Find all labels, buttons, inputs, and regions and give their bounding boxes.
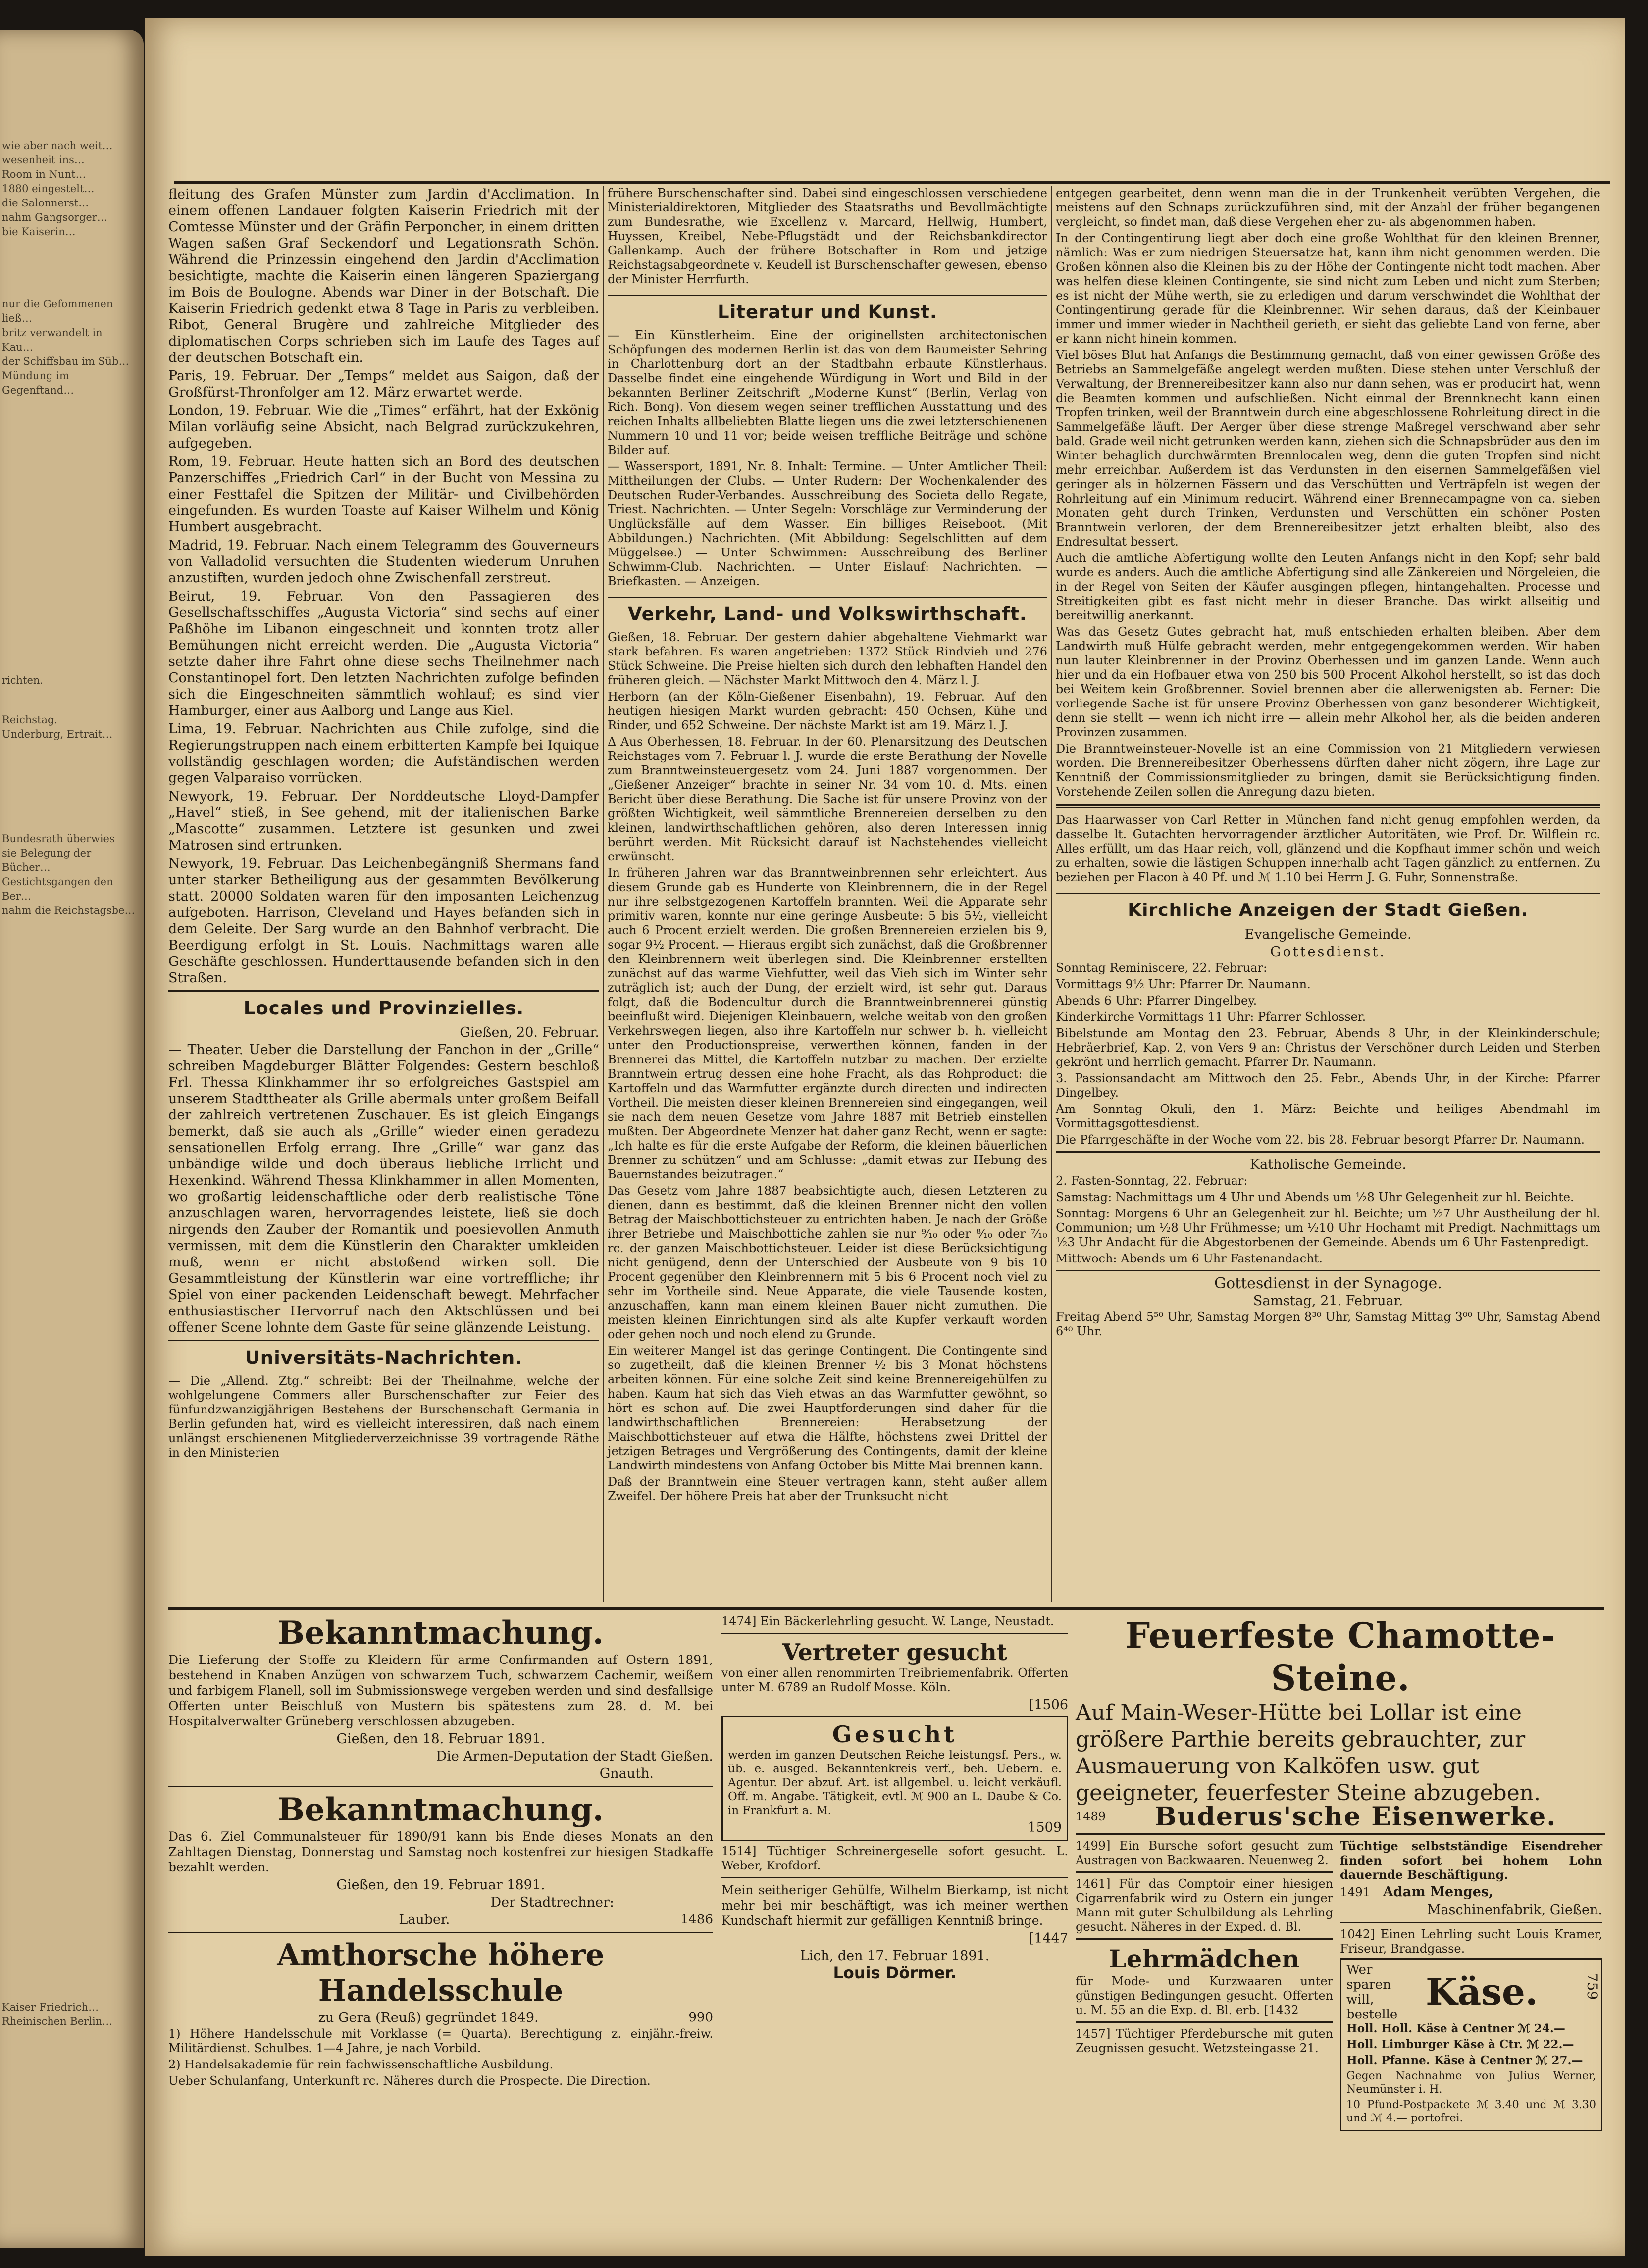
article-text: In früheren Jahren war das Branntweinbrennen sehr erleichtert. Aus diesem Grunde gab es Hunderte von Kleinbrennern, die in der Regel nur ihre selbstgezogenen Kartoffeln brannten. Weil die Apparate sehr primitiv waren, konnte nur eine geringe Ausbeute: 5 bis 5½, vielleicht auch 6 Procent erzielt werden. Die großen Brennereien erzielen bis 9, sogar 9½ Procent. — Hieraus ergibt sich zunächst, daß die Großbrenner den Kleinbrennern weit überlegen sind. Die Kleinbrenner erstellten zunächst auf das warme Viehfutter, weil das Vieh sich im Winter sehr zuträglich ist; auch der Dung, der erzielt wird, ist sehr gut. Daraus folgt, daß die Bodencultur durch die Branntweinbrennerei günstig beeinflußt wird. Diejenigen Kleinbauern, welche weitab von den großen Verkehrswegen liegen, also ihre Kartoffeln nur schwer b. h. vielleicht unter den Productionspreise, verwerthen können, fanden in der Brennerei das Mittel, die Kartoffeln nutzbar zu machen. Der erzielte Branntwein ertrug dessen eine hohe Fracht, als das Rohproduct: die Kartoffeln und das Warmfutter ergänzte durch directen und indirecten Vortheil. Die meisten dieser kleinen Brennereien sind eingegangen, weil sie nach dem neuen Gesetze vom Jahre 1887 mit Betrieb einstellen mußten. Der Abgeordnete Menzer hat daher ganz Recht, wenn er sagte: „Ich halte es für die erste Aufgabe der Reform, die kleinen bäuerlichen Brenner zu schützen“ und am Schlusse: „damit etwas zur Hebung des Bauernstandes beizutragen.“ bbox=[608, 866, 1047, 1181]
kaese-item: Holl. Holl. Käse à Centner ℳ 24.— bbox=[1346, 2022, 1565, 2035]
left-page-fragment: richten. bbox=[2, 674, 44, 686]
ad-signature: Gnauth. bbox=[599, 1766, 654, 1781]
ad-number: 1509 bbox=[1028, 1820, 1062, 1835]
service-line: 2. Fasten-Sonntag, 22. Februar: bbox=[1056, 1174, 1248, 1188]
kaese-item: Holl. Limburger Käse à Ctr. ℳ 22.— bbox=[1346, 2038, 1574, 2051]
section-rule bbox=[168, 1340, 599, 1341]
subheading: Gottesdienst in der Synagoge. bbox=[1214, 1275, 1442, 1292]
article-text: In der Contingentirung liegt aber doch eine große Wohlthat für den kleinen Brenner, nämlich: Was er zum niedrigen Steuersatze hat, kann ihm nicht genommen werden. Die Großen können also die Kleinen bis zu der Höhe der Contingente nicht todt machen. Aber was helfen diese kleinen Contingente, sie sind nicht zum Leben und nicht zum Sterben; es ist nicht der Mühe werth, sie zu erledigen und darum verschwindet die Wohlthat der Contingentirung gerade für die Kleinbrenner. Wir sehen daraus, daß der Kleinbauer immer und immer wieder in Nachtheil gerieth, er sieht das geliebte Land von ferne, aber er kann nicht hinein kommen. bbox=[1056, 231, 1600, 346]
ad-signature bbox=[168, 1912, 713, 1928]
article-text: Auch die amtliche Abfertigung wollte den Leuten Anfangs nicht in den Kopf; sehr bald wurde es anders. Auch die amtliche Abfertigung sind alle Zänkereien und Nörgeleien, die in der Regel von Seiten der Käufer ausgingen pflegen, hintangehalten. Processe und Streitigkeiten gibt es fast nicht mehr in dieser Branche. Das wirkt allseitig und bereitwillig anerkannt. bbox=[1056, 551, 1600, 622]
ad-text: 1) Höhere Handelsschule mit Vorklasse (= Quarta). Berechtigung z. einjähr.-freiw. Militärdienst. Schulbes. 1—4 Jahre, je nach Vorbild. bbox=[168, 2027, 713, 2055]
ad-date: Gießen, den 19. Februar 1891. bbox=[336, 1877, 545, 1893]
ad-text: 1461] Für das Comptoir einer hiesigen Cigarrenfabrik wird zu Ostern ein junger Mann mit guter Schulbildung als Lehrling gesucht. Näheres in der Exped. d. Bl. bbox=[1076, 1877, 1333, 1934]
article-text: — Die „Allend. Ztg.“ schreibt: Bei der Theilnahme, welche der wohlgelungene Commers aller Burschenschafter zur Feier des fünfundzwanzigjährigen Bestehens der Burschenschaft Germania in Berlin gefunden hat, wird es vielleicht interessiren, daß nach einem unlängst erschienenen Mitgliederverzeichnisse 39 vortragende Räthe in den Ministerien bbox=[168, 1374, 599, 1460]
article-text: Lima, 19. Februar. Nachrichten aus Chile zufolge, sind die Regierungstruppen nach einem erbitterten Kampfe bei Iquique vollständig geschlagen worden; die Aufständischen werden gegen Valparaiso vorrücken. bbox=[168, 721, 599, 786]
ad-rule bbox=[721, 1877, 1068, 1878]
article-text: Das Gesetz vom Jahre 1887 beabsichtigte auch, diesen Letzteren zu dienen, dann es bestimmt, daß die kleinen Brenner nicht den vollen Betrag der Maischbottichsteuer zu entrichten haben. Je nach der Größe ihrer Betriebe und Maischbottiche zahlen sie nur ⁹⁄₁₀ oder ⁸⁄₁₀ oder ⁷⁄₁₀ rc. der ganzen Maischbottichsteuer. Leider ist diese Berücksichtigung nicht genügend, denn der Unterschied der Ausbeute von 9 bis 10 Procent gegenüber den Kleinbrennern mit 5 bis 6 Procent noch viel zu sehr im Vortheile sind. Neue Apparate, die viele Tausende kosten, anzuschaffen, kann man einem kleinen Bauer nicht zumuthen. Die meisten kleinen Einrichtungen sind als alte Kupfer verkauft worden oder gehen noch und noch elend zu Grunde. bbox=[608, 1184, 1047, 1341]
ad-rule bbox=[721, 1633, 1068, 1634]
section-heading: Kirchliche Anzeigen der Stadt Gießen. bbox=[1128, 900, 1529, 920]
column-divider bbox=[1051, 186, 1052, 1602]
article-text: Gießen, 18. Februar. Der gestern dahier abgehaltene Viehmarkt war stark befahren. Es waren angetrieben: 1372 Stück Rindvieh und 276 Stück Schweine. Die Preise hielten sich durch den lebhaften Handel den früheren gleich. — Nächster Markt Mittwoch den 4. März l. J. bbox=[608, 630, 1047, 687]
ad-signature-row bbox=[1076, 1802, 1605, 1832]
article-text: fleitung des Grafen Münster zum Jardin d'Acclimation. In einem offenen Landauer folgten Kaiserin Friedrich mit der Comtesse Münster und der Gräfin Perponcher, in einem dritten Wagen saßen Graf Seckendorf und Legationsrath Schön. Während die Prinzessin eingehend den Jardin d'Acclimation besichtigte, machte die Kaiserin einen längeren Spaziergang im Bois de Boulogne. Abends war Diner in der Botschaft. Die Kaiserin Friedrich gedenkt etwa 8 Tage in Paris zu verbleiben. Ribot, General Brugère und zahlreiche Mitglieder des diplomatischen Corps schrieben sich im Laufe des Tages auf der deutschen Botschaft ein. bbox=[168, 187, 599, 365]
ad-text: 10 Pfund-Postpackete ℳ 3.40 und ℳ 3.30 und ℳ 4.— portofrei. bbox=[1346, 2099, 1596, 2124]
article-text: Madrid, 19. Februar. Nach einem Telegramm des Gouverneurs von Valladolid versuchten die Studenten wiederum Unruhen anzustiften, wurden jedoch ohne Zwischenfall zerstreut. bbox=[168, 538, 599, 586]
ad-rule bbox=[1076, 1938, 1333, 1940]
ad-title: Amthorsche höhere Handelsschule bbox=[277, 1938, 605, 2008]
ad-number: 1491 bbox=[1340, 1885, 1371, 1899]
ad-block-middle bbox=[721, 1614, 1068, 1982]
ad-signature: Adam Menges, bbox=[1383, 1884, 1494, 1900]
ad-signature: Maschinenfabrik, Gießen. bbox=[1427, 1902, 1602, 1917]
ad-subtitle-text: zu Gera (Reuß) gegründet 1849. bbox=[318, 2010, 539, 2025]
top-rule bbox=[174, 181, 1610, 184]
article-text: Rom, 19. Februar. Heute hatten sich an Bord des deutschen Panzerschiffes „Friedrich Carl“ in der Bucht von Messina zu einer Festtafel die Spitzen der Militär- und Civilbehörden eingefunden. Es wurden Toaste auf Kaiser Wilhelm und König Humbert ausgebracht. bbox=[168, 454, 599, 535]
ad-signature-name: Lauber. bbox=[399, 1912, 450, 1927]
kaese-box bbox=[1340, 1958, 1602, 2131]
ad-title: Feuerfeste Chamotte-Steine. bbox=[1125, 1615, 1556, 1699]
ad-text: von einer allen renommirten Treibriemenfabrik. Offerten unter M. 6789 an Rudolf Mosse. Köln. bbox=[721, 1666, 1068, 1694]
section-rule bbox=[608, 594, 1047, 598]
section-rule bbox=[1056, 890, 1600, 894]
ad-signature: Louis Dörmer. bbox=[833, 1964, 957, 1982]
subheading: Gottesdienst. bbox=[1270, 944, 1386, 959]
ad-rule bbox=[1340, 1922, 1602, 1923]
ad-text: für Mode- und Kurzwaaren unter günstigen Bedingungen gesucht. Offerten u. M. 55 an die Exp. d. Bl. erb. [1432 bbox=[1076, 1974, 1333, 2017]
ad-text: Mein seitheriger Gehülfe, Wilhelm Bierkamp, ist nicht mehr bei mir beschäftigt, was ich meiner werthen Kundschaft hiermit zur gefälligen Kenntniß bringe. bbox=[721, 1883, 1068, 1928]
ad-number: 990 bbox=[688, 2010, 713, 2025]
ad-text: Wer sparen will, bestelle bbox=[1346, 1963, 1398, 2022]
kaese-item: Holl. Pfanne. Käse à Centner ℳ 27.— bbox=[1346, 2054, 1583, 2067]
article-text: Was das Gesetz Gutes gebracht hat, muß entschieden erhalten bleiben. Aber dem Landwirth muß Hülfe gebracht werden, mehr entgegengekommen werden. Wir haben nun lauter Kleinbrenner in der Provinz Oberhessen und im ganzen Lande. Wenn auch hier und da ein Hofbauer etwa von 250 bis 500 Procent Alkohol herstellt, so ist das doch bei Weitem kein Großbrenner. Soviel brennen aber die allerwenigsten ab. Ferner: Die vorliegende Sache ist für unsere Provinz Oberhessen von ganz besonderer Wichtigkeit, denn sie stellt — wenn ich nicht irre — allein mehr Alkohol her, als die beiden anderen Provinzen zusammen. bbox=[1056, 625, 1600, 739]
service-line: Kinderkirche Vormittags 11 Uhr: Pfarrer Schlosser. bbox=[1056, 1010, 1366, 1024]
article-text: — Wassersport, 1891, Nr. 8. Inhalt: Termine. — Unter Amtlicher Theil: Mittheilungen der Clubs. — Unter Rudern: Der Wochenkalender des Deutschen Ruder-Verbandes. Ausschreibung des Societa dello Regate, Triest. Nachrichten. — Unter Segeln: Vorschläge zur Verminderung der Unglücksfälle auf dem Wasser. Ein billiges Reiseboot. (Mit Abbildungen.) Nachrichten. (Mit Abbildung: Segelschlitten auf dem Müggelsee.) — Unter Schwimmen: Ausschreibung des Berliner Schwimm-Club. Nachrichten. — Unter Eislauf: Nachrichten. — Briefkasten. — Anzeigen. bbox=[608, 459, 1047, 588]
ad-title: Käse. bbox=[1426, 1971, 1538, 2014]
ad-text: 1514] Tüchtiger Schreinergeselle sofort gesucht. L. Weber, Krofdorf. bbox=[721, 1844, 1068, 1872]
ad-signature: Buderus'sche Eisenwerke. bbox=[1154, 1802, 1557, 1832]
ad-subcolumn bbox=[1340, 1839, 1602, 2131]
section-heading: Locales und Provinzielles. bbox=[243, 998, 524, 1019]
article-text: London, 19. Februar. Wie die „Times“ erfährt, hat der Exkönig Milan vorläufig seine Absicht, nach Belgrad zurückzukehren, aufgegeben. bbox=[168, 403, 599, 451]
column-1 bbox=[168, 186, 599, 1462]
ad-number: 1486 bbox=[680, 1912, 713, 1927]
ad-text: 1474] Ein Bäckerlehrling gesucht. W. Lange, Neustadt. bbox=[721, 1614, 1054, 1628]
ad-title: Lehrmädchen bbox=[1109, 1944, 1300, 1973]
ads-rule bbox=[168, 1607, 1604, 1610]
service-line: Samstag, 21. Februar. bbox=[1253, 1293, 1403, 1309]
article-text: Daß der Branntwein eine Steuer vertragen kann, steht außer allem Zweifel. Der höhere Preis hat aber der Trunksucht nicht bbox=[608, 1475, 1047, 1503]
ad-text: 2) Handelsakademie für rein fachwissenschaftliche Ausbildung. bbox=[168, 2058, 554, 2071]
ad-text: Ueber Schulanfang, Unterkunft rc. Näheres durch die Prospecte. Die Direction. bbox=[168, 2074, 651, 2088]
ad-subtitle bbox=[168, 2010, 713, 2026]
ad-number: 1489 bbox=[1076, 1810, 1106, 1823]
ad-date: Lich, den 17. Februar 1891. bbox=[800, 1948, 990, 1964]
article-text: — Ein Künstlerheim. Eine der originellsten architectonischen Schöpfungen des modernen Berlin ist das von dem Baumeister Sehring in Charlottenburg dort an der Stadtbahn erbaute Künstlerhaus. Dasselbe findet eine eingehende Würdigung in Wort und Bild in der bekannten Berliner Zeitschrift „Moderne Kunst“ (Berlin, Verlag von Rich. Bong). Von diesem wegen seiner trefflichen Ausstattung und des reichen Inhalts allbeliebten Blatte liegen uns die zwei letzterschienenen Nummern 10 und 11 vor; beide weisen treffliche Beiträge und schöne Bilder auf. bbox=[608, 328, 1047, 457]
service-line: Abends 6 Uhr: Pfarrer Dingelbey. bbox=[1056, 994, 1257, 1008]
section-heading: Universitäts-Nachrichten. bbox=[245, 1347, 523, 1368]
ad-text: 1499] Ein Bursche sofort gesucht zum Austragen von Backwaaren. Neuenweg 2. bbox=[1076, 1839, 1333, 1867]
page-number: 759 bbox=[1584, 1973, 1600, 2000]
ad-rule bbox=[1076, 1833, 1605, 1835]
ad-block-left bbox=[168, 1614, 713, 2090]
ad-date: Gießen, den 18. Februar 1891. bbox=[336, 1731, 545, 1747]
section-rule bbox=[1056, 804, 1600, 808]
ad-title: Gesucht bbox=[832, 1721, 958, 1748]
column-divider bbox=[603, 186, 604, 1602]
column-2 bbox=[608, 186, 1047, 1506]
article-text: Paris, 19. Februar. Der „Temps“ meldet aus Saigon, daß der Großfürst-Thronfolger am 12. März erwartet werde. bbox=[168, 368, 599, 400]
article-text: Δ Aus Oberhessen, 18. Februar. In der 60. Plenarsitzung des Deutschen Reichstages vom 7. Februar l. J. wurde die erste Berathung der Novelle zum Branntweinsteuergesetz vom 24. Juni 1887 vorgenommen. Der „Gießener Anzeiger“ brachte in seiner Nr. 34 vom 10. d. Mts. einen Bericht über diese Berathung. Die Sache ist für unsere Provinz von der größten Wichtigkeit, weil sämmtliche Brennereien derselben zu den kleinen, landwirthschaftlichen gehören, also deren Interessen innig berührt werden. Mit Rücksicht darauf ist Nachstehendes vielleicht erwünscht. bbox=[608, 735, 1047, 863]
ad-rule bbox=[168, 1932, 713, 1933]
ad-title: Vertreter gesucht bbox=[782, 1639, 1007, 1665]
ad-text: werden im ganzen Deutschen Reiche leistungsf. Pers., w. üb. e. ausged. Bekanntenkreis verf., beh. Uebern. e. Agentur. Der abzuf. Art. ist allgembel. u. leicht verkäufl. Off. m. Angabe. Tätigkeit, evtl. ℳ 900 an L. Daube & Co. in Frankfurt a. M. bbox=[728, 1749, 1062, 1817]
ad-block-right bbox=[1076, 1614, 1605, 2131]
left-page-fragment: Bundesrath überwies sie Belegung der Bücher… Gestichtsgangen den Ber… nahm die Reichstagsbe… bbox=[2, 833, 135, 916]
article-text: frühere Burschenschafter sind. Dabei sind eingeschlossen verschiedene Ministerialdirektoren, Mitglieder des Staatsraths und Bevollmächtigte zum Bundesrathe, wie Excellenz v. Marcard, Hellwig, Humbert, Huyssen, Kreibel, Nebe-Pflugstädt und der Reichsbankdirector Gallenkamp. Auch der frühere Botschafter in Rom und jetzige Reichstagsabgeordnete v. Keudell ist Burschenschafter gewesen, ebenso der Minister Herrfurth. bbox=[608, 186, 1047, 286]
left-page-fragment: Reichstag. Underburg, Ertrait… bbox=[2, 714, 113, 740]
article-text: Herborn (an der Köln-Gießener Eisenbahn), 19. Februar. Auf den heutigen hiesigen Markt wurden gebracht: 450 Ochsen, Kühe und Rinder, und 652 Schweine. Der nächste Markt ist am 19. März l. J. bbox=[608, 690, 1047, 732]
service-line: Samstag: Nachmittags um 4 Uhr und Abends um ½8 Uhr Gelegenheit zur hl. Beichte. bbox=[1056, 1190, 1574, 1204]
service-line: Sonntag Reminiscere, 22. Februar: bbox=[1056, 961, 1267, 975]
ad-text: Die Lieferung der Stoffe zu Kleidern für arme Confirmanden auf Ostern 1891, bestehend in Knaben Anzügen von schwarzem Tuch, schwarzem Cachemir, weißem und farbigem Flanell, soll im Submissionswege vergeben werden und sind desfallsige Offerten unter Beischluß von Mustern bis spätestens zum 28. d. M. bei Hospitalverwalter Grüneberg verschlossen abzugeben. bbox=[168, 1653, 713, 1728]
ad-subcolumn bbox=[1076, 1839, 1333, 2131]
service-line: Freitag Abend 5⁵⁰ Uhr, Samstag Morgen 8³⁰ Uhr, Samstag Mittag 3⁰⁰ Uhr, Samstag Abend 6⁴⁰ Uhr. bbox=[1056, 1310, 1600, 1338]
article-text: Newyork, 19. Februar. Der Norddeutsche Lloyd-Dampfer „Havel“ stieß, in See gehend, mit der italienischen Barke „Mascotte“ zusammen. Letztere ist gesunken und zwei Matrosen sind ertrunken. bbox=[168, 789, 599, 853]
service-line: Sonntag: Morgens 6 Uhr an Gelegenheit zur hl. Beichte; um ½7 Uhr Austheilung der hl. Communion; um ½8 Uhr Frühmesse; um ½10 Uhr Hochamt mit Predigt. Nachmittags um ½3 Uhr Andacht für die Abgestorbenen der Gemeinde. Abends um 6 Uhr Fastenpredigt. bbox=[1056, 1207, 1600, 1249]
ad-rule bbox=[1076, 1871, 1333, 1873]
article-text: Newyork, 19. Februar. Das Leichenbegängniß Shermans fand unter starker Betheiligung aus der gesammten Bevölkerung statt. 20000 Soldaten waren für den imposanten Leichenzug aufgeboten. Harrison, Cleveland und Hayes befanden sich in dem Geleite. Der Sarg wurde an den Bahnhof verbracht. Die Beerdigung erfolgt in St. Louis. Nachmittags waren alle Geschäfte geschlossen. Hunderttausende befanden sich in den Straßen. bbox=[168, 856, 599, 986]
kaese-header bbox=[1346, 1963, 1596, 2022]
left-page-fragment: Kaiser Friedrich… Rheinischen Berlin… bbox=[2, 2001, 113, 2027]
ad-number: [1447 bbox=[1029, 1931, 1068, 1946]
section-rule bbox=[608, 292, 1047, 296]
article-text: entgegen gearbeitet, denn wenn man die in der Trunkenheit verübten Vergehen, die meistens auf den Schnaps zurückzuführen sind, mit der Anzahl der früher begangenen vergleicht, so findet man, daß diese Vergehen eher zu- als abgenommen haben. bbox=[1056, 186, 1600, 229]
service-line: Bibelstunde am Montag den 23. Februar, Abends 8 Uhr, in der Kleinkinderschule; Hebräerbrief, Kap. 2, von Vers 9 an: Christus der Verschöner durch Leiden und Sterben gekrönt und herrlich gemacht. Pfarrer Dr. Naumann. bbox=[1056, 1026, 1600, 1069]
article-text: Die Branntweinsteuer-Novelle ist an eine Commission von 21 Mitgliedern verwiesen worden. Die Brennereibesitzer Oberhessens dürften daher nicht zögern, ihre Lage zur Kenntniß der Commissionsmitglieder zu bringen, damit sie Berücksichtigung finden. Vorstehende Zeilen sollen die Anregung dazu bieten. bbox=[1056, 742, 1600, 799]
article-text: — Theater. Ueber die Darstellung der Fanchon in der „Grille“ schreiben Magdeburger Blätter Folgendes: Gestern beschloß Frl. Thessa Klinkhammer ihr so erfolgreiches Gastspiel am unserem Stadttheater als Grille abermals unter großem Beifall der zahlreich vertretenen Zuschauer. Es ist gleich Eingangs bemerkt, daß sie auch als „Grille“ wieder einen geradezu sensationellen Erfolg errang. Ihre „Grille“ war ganz das unbändige wilde und doch überaus liebliche Irrlicht und Hexenkind. Während Thessa Klinkhammer in allen Momenten, wo großartig leidenschaftliche oder derb realistische Töne anzuschlagen waren, hervorragendes leistete, ließ sie doch nirgends den Zauber der Romantik und poesievollen Anmuth vermissen, mit dem die Künstlerin den Charakter umkleiden muß, wenn er nicht abstoßend wirken soll. Die Gesammtleistung der Künstlerin war eine vortreffliche; ihr Spiel von einer packenden Leidenschaft bewegt. Mehrfacher enthusiastischer Hervorruf nach den Aktschlüssen und bei offener Scene lohnte dem Gaste für seine glänzende Leistung. bbox=[168, 1042, 599, 1335]
left-page-fragment: nur die Gefommenen ließ… britz verwandelt in Kau… der Schiffsbau im Süb… Mündung im Gegenftand… bbox=[2, 298, 129, 396]
article-text: Viel böses Blut hat Anfangs die Bestimmung gemacht, daß von einer gewissen Größe des Betriebs an Sammelgefäße angelegt werden mußten. Diese stehen unter Verschluß der Verwaltung, der Brennereibesitzer kann also nur dann sehen, was er producirt hat, wenn die Beamten kommen und aufschließen. Nicht einmal der Brennknecht kann einen Tropfen trinken, weil der Branntwein durch eine abgeschlossene Rohrleitung direct in die Sammelgefäße läuft. Der Aerger über diese strenge Maßregel verschwand aber sehr bald. Grade weil nicht getrunken werden kann, ziehen sich die Schnapsbrüder aus den im Winter behaglich durchwärmten Brennlocalen weg, denn die guten Tropfen sind nicht mehr erreichbar. Außerdem ist das Verdunsten in den eisernen Sammelgefäßen viel geringer als in hölzernen Fässern und das Verschütten und Verträpfeln ist wegen der Rohrleitung auf ein Minimum reducirt. Während einer Brennecampagne von ca. sieben Monaten geht durch Trinken, Verdunsten und Verschütten ein schöner Posten Branntwein verloren, der dem Brennereibesitzer jetzt erhalten bleibt, also des Endresultat bessert. bbox=[1056, 348, 1600, 549]
ad-text: Gegen Nachnahme von Julius Werner, Neumünster i. H. bbox=[1346, 2070, 1596, 2096]
left-page-margin bbox=[0, 30, 144, 2248]
subheading: Katholische Gemeinde. bbox=[1250, 1157, 1406, 1172]
newspaper-page bbox=[145, 18, 1625, 2256]
ad-text: Das 6. Ziel Communalsteuer für 1890/91 kann bis Ende dieses Monats an den Zahltagen Dienstag, Donnerstag und Samstag noch kostenfrei zur hiesigen Stadkaffe bezahlt werden. bbox=[168, 1829, 713, 1874]
section-rule bbox=[168, 990, 599, 992]
ad-title: Bekanntmachung. bbox=[277, 1791, 604, 1828]
ad-text: Auf Main-Weser-Hütte bei Lollar ist eine größere Parthie bereits gebrauchter, zur Ausmauerung von Kalköfen usw. gut geeigneter, feuerfester Steine abzugeben. bbox=[1076, 1700, 1541, 1806]
ad-number: [1506 bbox=[1029, 1697, 1068, 1713]
ad-signature: Der Stadtrechner: bbox=[490, 1895, 614, 1910]
section-rule bbox=[1056, 1270, 1600, 1271]
service-line: Am Sonntag Okuli, den 1. März: Beichte und heiliges Abendmahl im Vormittagsgottesdienst. bbox=[1056, 1102, 1600, 1130]
subheading: Evangelische Gemeinde. bbox=[1244, 927, 1412, 942]
ad-grid bbox=[1076, 1839, 1605, 2131]
section-rule bbox=[1056, 1151, 1600, 1153]
ad-signature: Die Armen-Deputation der Stadt Gießen. bbox=[436, 1749, 713, 1764]
left-page-fragment: wie aber nach weit… wesenheit ins… Room in Nunt… 1880 eingestelt… die Salonnerst… nahm Gangsorger… bie Kaiserin… bbox=[2, 140, 113, 238]
haarwasser-ad: Das Haarwasser von Carl Retter in München fand nicht genug empfohlen werden, da dasselbe lt. Gutachten hervorragender ärztlicher Autoritäten, wie Prof. Dr. Wilflein rc. Alles erfüllt, um das Haar reich, voll, glänzend und die Kopfhaut immer schön und weich zu erhalten, sowie die lästigen Schuppen innerhalb acht Tagen gänzlich zu entfernen. Zu beziehen per Flacon à 40 Pf. und ℳ 1.10 bei Herrn J. G. Fuhr, Sonnenstraße. bbox=[1056, 813, 1600, 884]
article-text: Beirut, 19. Februar. Von den Passagieren des Gesellschaftsschiffes „Augusta Victoria“ sind sechs auf einer Paßhöhe im Libanon eingeschneit und konnten trotz aller Bemühungen nicht erreicht werden. Die „Augusta Victoria“ setzte daher ihre Fahrt ohne diese sechs Theilnehmer nach Constantinopel fort. Den letzten Nachrichten zufolge befinden sich die Eingeschneiten sämmtlich wohlauf; es sind vier Hamburger, einer aus Aalborg und Lange aus Kiel. bbox=[168, 589, 599, 718]
section-heading: Literatur und Kunst. bbox=[718, 302, 937, 323]
ad-rule bbox=[1076, 2021, 1333, 2023]
dateline: Gießen, 20. Februar. bbox=[460, 1025, 599, 1040]
section-heading: Verkehr, Land- und Volkswirthschaft. bbox=[628, 604, 1027, 625]
service-line: Die Pfarrgeschäfte in der Woche vom 22. bis 28. Februar besorgt Pfarrer Dr. Naumann. bbox=[1056, 1133, 1585, 1147]
service-line: 3. Passionsandacht am Mittwoch den 25. Febr., Abends Uhr, in der Kirche: Pfarrer Dingelbey. bbox=[1056, 1071, 1600, 1100]
service-line: Vormittags 9½ Uhr: Pfarrer Dr. Naumann. bbox=[1056, 977, 1311, 991]
column-3 bbox=[1056, 186, 1600, 1341]
ad-rule bbox=[168, 1786, 713, 1787]
ad-text: 1457] Tüchtiger Pferdebursche mit guten Zeugnissen gesucht. Wetzsteingasse 21. bbox=[1076, 2027, 1333, 2055]
ad-title: Bekanntmachung. bbox=[277, 1614, 604, 1652]
ad-text: Tüchtige selbstständige Eisendreher finden sofort bei hohem Lohn dauernde Beschäftigung. bbox=[1340, 1839, 1602, 1882]
article-text: Ein weiterer Mangel ist das geringe Contingent. Die Contingente sind so zugetheilt, daß die kleinen Brenner ½ bis 3 Monat höchstens arbeiten können. Für eine solche Zeit sind keine Brennereigehülfen zu haben. Kaum hat sich das Vieh etwas an das Warmfutter gewöhnt, so hört es schon auf. Die zwei Hauptforderungen sind daher für die landwirthschaftlichen Brennereien: Herabsetzung der Maischbottichsteuer auf etwa die Hälfte, höchstens zwei Drittel der jetzigen Betrages und Vergrößerung des Contingents, damit der kleine Landwirth mindestens von Anfang October bis Mitte Mai brennen kann. bbox=[608, 1344, 1047, 1472]
gesucht-box bbox=[721, 1716, 1068, 1841]
service-line: Mittwoch: Abends um 6 Uhr Fastenandacht. bbox=[1056, 1252, 1323, 1265]
ad-signature-row bbox=[1340, 1884, 1602, 1901]
ad-text: 1042] Einen Lehrling sucht Louis Kramer, Friseur, Brandgasse. bbox=[1340, 1927, 1602, 1956]
